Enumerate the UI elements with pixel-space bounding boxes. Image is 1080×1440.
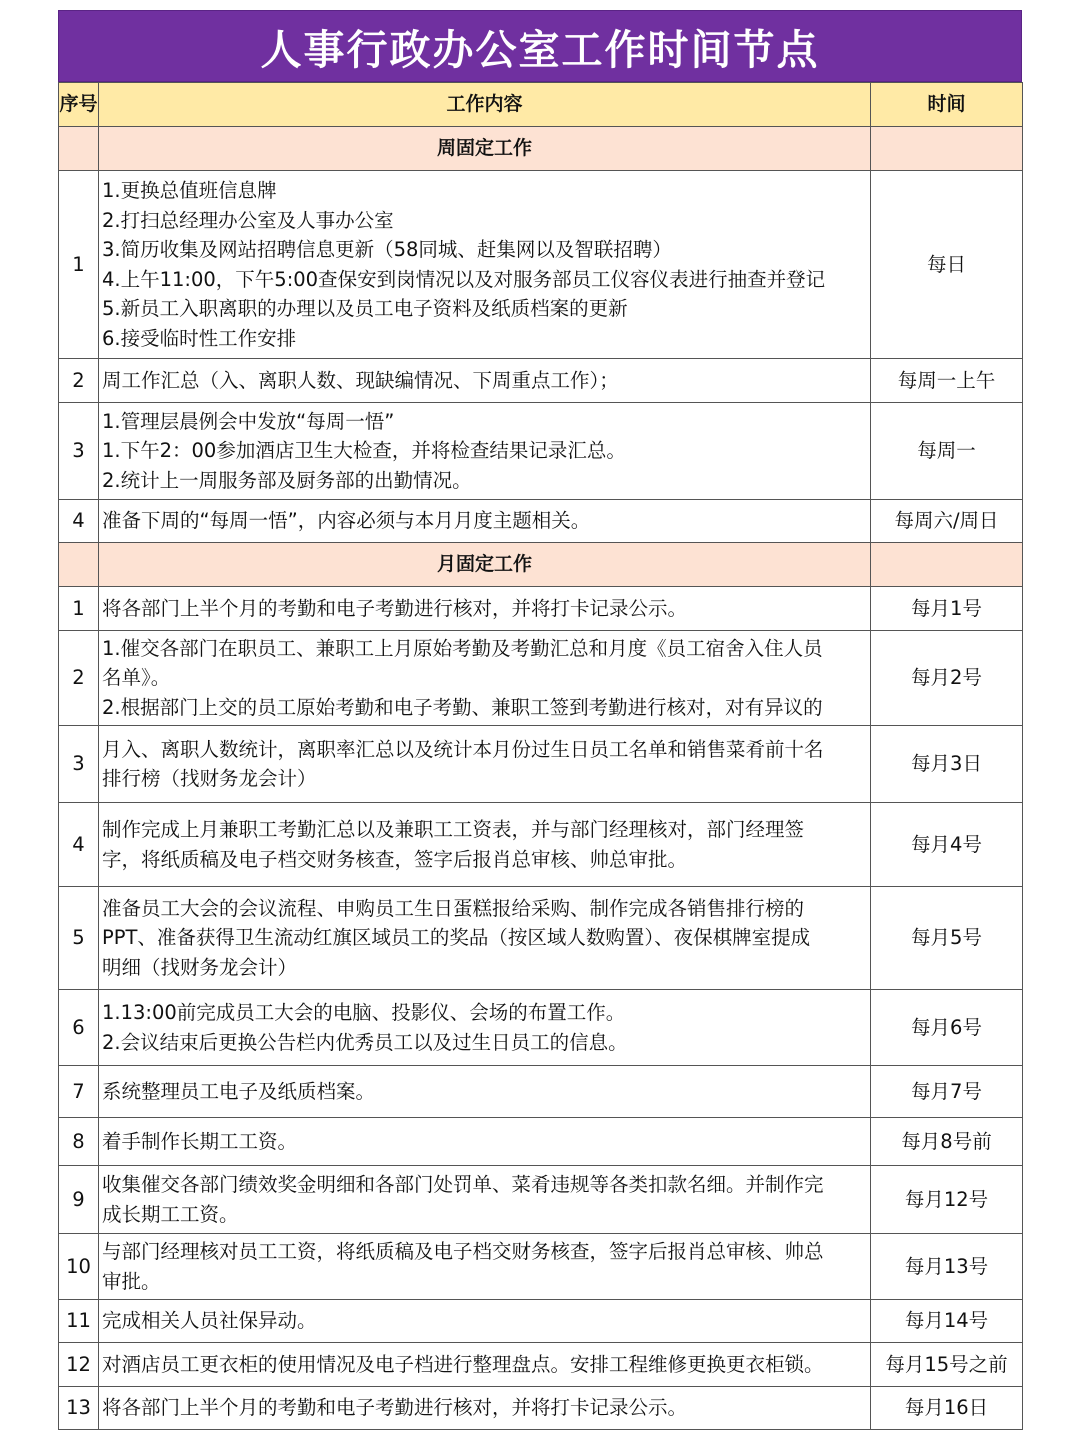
content-line: 6.接受临时性工作安排 (102, 326, 297, 350)
content-line: 制作完成上月兼职工考勤汇总以及兼职工工资表，并与部门经理核对，部门经理签 (102, 818, 805, 841)
content-line: 准备下周的“每周一悟”，内容必须与本月月度主题相关。 (102, 509, 591, 533)
row-content (99, 403, 871, 500)
content-line: 1.13:00前完成员工大会的电脑、投影仪、会场的布置工作。 (102, 1001, 626, 1024)
section-time-cell (871, 127, 1023, 171)
table-row (59, 1118, 1023, 1166)
row-number: 11 (59, 1300, 99, 1343)
table-row (59, 631, 1023, 726)
row-number: 3 (59, 726, 99, 803)
header-content: 工作内容 (99, 83, 871, 127)
content-line: 月入、离职人数统计，离职率汇总以及统计本月份过生日员工名单和销售菜肴前十名 (102, 737, 824, 761)
row-number: 8 (59, 1118, 99, 1166)
row-time: 每周一上午 (871, 359, 1023, 403)
content-line: 审批。 (102, 1269, 161, 1293)
row-time: 每月13号 (871, 1234, 1023, 1300)
table-row (59, 1343, 1023, 1387)
table-row (59, 1066, 1023, 1118)
content-line: 名单》。 (102, 666, 171, 690)
row-content (99, 1343, 871, 1387)
content-line: 3.简历收集及网站招聘信息更新（58同城、赶集网以及智联招聘） (102, 238, 672, 261)
header-time: 时间 (871, 83, 1023, 127)
row-content (99, 500, 871, 543)
row-time: 每月3日 (871, 726, 1023, 803)
row-number: 12 (59, 1343, 99, 1387)
row-number: 1 (59, 587, 99, 631)
sheet-title: 人事行政办公室工作时间节点 (58, 10, 1022, 82)
content-line: 明细（找财务龙会计） (102, 955, 298, 979)
schedule-sheet (58, 10, 1022, 1430)
content-line: 2.打扫总经理办公室及人事办公室 (102, 208, 394, 232)
content-line: 2.统计上一周服务部及厨务部的出勤情况。 (102, 468, 472, 492)
row-time: 每月15号之前 (871, 1343, 1023, 1387)
row-number: 4 (59, 500, 99, 543)
row-content (99, 990, 871, 1066)
table-header-row (59, 83, 1023, 127)
row-number: 3 (59, 403, 99, 500)
table-row (59, 887, 1023, 990)
row-number: 10 (59, 1234, 99, 1300)
table-row (59, 1166, 1023, 1234)
table-row (59, 403, 1023, 500)
row-content (99, 1166, 871, 1234)
content-line: 字，将纸质稿及电子档交财务核查，签字后报肖总审核、帅总审批。 (102, 847, 688, 871)
row-time: 每日 (871, 171, 1023, 359)
row-content (99, 1234, 871, 1300)
content-line: 1.下午2：00参加酒店卫生大检查，并将检查结果记录汇总。 (102, 439, 626, 463)
row-content (99, 1066, 871, 1118)
row-number: 2 (59, 359, 99, 403)
header-no: 序号 (59, 83, 99, 127)
table-row (59, 1234, 1023, 1300)
row-time: 每月5号 (871, 887, 1023, 990)
row-content (99, 726, 871, 803)
row-time: 每周一 (871, 403, 1023, 500)
row-number: 9 (59, 1166, 99, 1234)
content-line: 将各部门上半个月的考勤和电子考勤进行核对，并将打卡记录公示。 (102, 596, 688, 620)
row-number: 7 (59, 1066, 99, 1118)
section-no-cell (59, 127, 99, 171)
content-line: 排行榜（找财务龙会计） (102, 767, 317, 790)
row-content (99, 803, 871, 887)
schedule-table (58, 82, 1023, 1430)
row-time: 每周六/周日 (871, 500, 1023, 543)
row-time: 每月4号 (871, 803, 1023, 887)
row-content (99, 171, 871, 359)
row-time: 每月1号 (871, 587, 1023, 631)
content-line: 1.更换总值班信息牌 (102, 179, 277, 202)
row-number: 4 (59, 803, 99, 887)
content-line: 2.会议结束后更换公告栏内优秀员工以及过生日员工的信息。 (102, 1030, 628, 1054)
row-content (99, 1118, 871, 1166)
content-line: 1.催交各部门在职员工、兼职工上月原始考勤及考勤汇总和月度《员工宿舍入住人员 (102, 636, 823, 660)
row-time: 每月14号 (871, 1300, 1023, 1343)
content-line: 系统整理员工电子及纸质档案。 (102, 1079, 376, 1103)
content-line: 与部门经理核对员工工资，将纸质稿及电子档交财务核查，签字后报肖总审核、帅总 (102, 1240, 824, 1263)
content-line: 收集催交各部门绩效奖金明细和各部门处罚单、菜肴违规等各类扣款名细。并制作完 (102, 1173, 824, 1196)
row-time: 每月16日 (871, 1387, 1023, 1430)
row-number: 5 (59, 887, 99, 990)
table-row (59, 803, 1023, 887)
section-time-cell (871, 543, 1023, 587)
row-content (99, 1300, 871, 1343)
table-row (59, 587, 1023, 631)
section-title: 月固定工作 (99, 543, 871, 587)
row-time: 每月6号 (871, 990, 1023, 1066)
table-row (59, 1387, 1023, 1430)
row-number: 6 (59, 990, 99, 1066)
content-line: 2.根据部门上交的员工原始考勤和电子考勤、兼职工签到考勤进行核对，对有异议的 (102, 695, 823, 719)
table-row (59, 990, 1023, 1066)
row-time: 每月8号前 (871, 1118, 1023, 1166)
content-line: 成长期工工资。 (102, 1202, 239, 1226)
content-line: 将各部门上半个月的考勤和电子考勤进行核对，并将打卡记录公示。 (102, 1396, 688, 1420)
section-title: 周固定工作 (99, 127, 871, 171)
row-content (99, 631, 871, 726)
table-row (59, 359, 1023, 403)
content-line: 着手制作长期工工资。 (102, 1129, 298, 1153)
row-number: 13 (59, 1387, 99, 1430)
row-content (99, 1387, 871, 1430)
row-content (99, 887, 871, 990)
table-row (59, 1300, 1023, 1343)
row-number: 1 (59, 171, 99, 359)
table-row (59, 726, 1023, 803)
content-line: 4.上午11:00，下午5:00查保安到岗情况以及对服务部员工仪容仪表进行抽查并登记 (102, 267, 826, 291)
content-line: 准备员工大会的会议流程、申购员工生日蛋糕报给采购、制作完成各销售排行榜的 (102, 896, 805, 920)
row-content (99, 359, 871, 403)
section-no-cell (59, 543, 99, 587)
row-time: 每月7号 (871, 1066, 1023, 1118)
row-content (99, 587, 871, 631)
row-time: 每月12号 (871, 1166, 1023, 1234)
content-line: 1.管理层晨例会中发放“每周一悟” (102, 409, 395, 433)
section-row (59, 127, 1023, 171)
section-row (59, 543, 1023, 587)
table-row (59, 171, 1023, 359)
row-number: 2 (59, 631, 99, 726)
content-line: 对酒店员工更衣柜的使用情况及电子档进行整理盘点。安排工程维修更换更衣柜锁。 (102, 1352, 824, 1376)
content-line: 5.新员工入职离职的办理以及员工电子资料及纸质档案的更新 (102, 297, 628, 320)
table-row (59, 500, 1023, 543)
content-line: PPT、准备获得卫生流动红旗区域员工的奖品（按区域人数购置）、夜保棋牌室提成 (102, 926, 811, 950)
row-time: 每月2号 (871, 631, 1023, 726)
content-line: 周工作汇总（入、离职人数、现缺编情况、下周重点工作）； (102, 368, 619, 392)
content-line: 完成相关人员社保异动。 (102, 1309, 317, 1333)
